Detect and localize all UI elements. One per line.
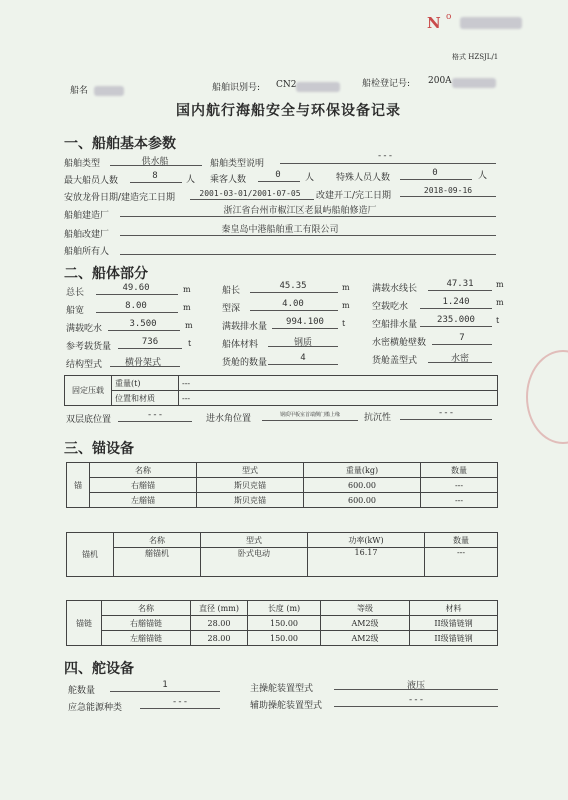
anchor-weight-1: 600.00	[304, 493, 421, 508]
anchor-name-1: 左艏锚	[90, 493, 197, 508]
anchor-header-0: 名称	[90, 463, 197, 478]
passenger-value: 0	[275, 170, 281, 180]
windlass-type-0: 卧式电动	[201, 548, 308, 577]
lwl-value: 47.31	[446, 279, 474, 289]
emerg-value: ---	[171, 697, 189, 707]
light-draft-unit: m	[496, 298, 504, 307]
table-row	[67, 548, 498, 577]
rudder-label: 舵数量	[68, 686, 96, 696]
full-disp-label: 满载排水量	[222, 322, 268, 332]
windlass-qty-0: ---	[425, 548, 498, 577]
loa-value: 49.60	[122, 283, 150, 293]
chain-header-3: 等级	[321, 601, 410, 616]
light-draft-label: 空载吃水	[372, 302, 409, 312]
redacted-ship-id	[296, 82, 340, 92]
weight-label: 重量(t)	[112, 376, 179, 391]
flood-value: 钢质甲板室首端侧门槛上缘	[279, 412, 340, 418]
chain-dia-0: 28.00	[191, 616, 248, 631]
anchor-table	[66, 462, 498, 508]
keel-value: 2001-03-01/2001-07-05	[199, 189, 301, 198]
anchor-header-1: 型式	[197, 463, 304, 478]
lbp-label: 船长	[222, 286, 241, 296]
chain-mat-0: II级锚链钢	[410, 616, 498, 631]
max-crew-value: 8	[152, 171, 158, 181]
table-row	[67, 493, 498, 508]
main-steer-label: 主操舵装置型式	[250, 684, 314, 694]
lwl-label: 满载水线长	[372, 284, 418, 294]
chain-grade-1: AM2级	[321, 631, 410, 646]
passenger-unit: 人	[305, 173, 315, 183]
section-2-heading: 二、船体部分	[64, 266, 148, 282]
rebuilder-label: 船舶改建厂	[64, 230, 110, 240]
windlass-header-2: 功率(kW)	[308, 533, 425, 548]
page-title: 国内航行海船安全与环保设备记录	[176, 103, 401, 119]
ballast-label: 固定压载	[65, 376, 112, 406]
lbp-value: 45.35	[279, 281, 307, 291]
lwl-unit: m	[496, 280, 504, 289]
chain-len-0: 150.00	[248, 616, 321, 631]
passenger-label: 乘客人数	[210, 175, 247, 185]
depth-label: 型深	[222, 304, 241, 314]
anchor-header-3: 数量	[421, 463, 498, 478]
ship-name-label: 船名	[70, 86, 89, 96]
depth-value: 4.00	[282, 299, 304, 309]
chain-header-2: 长度 (m)	[248, 601, 321, 616]
sink-value: ---	[437, 408, 455, 418]
mod-label: 改建开工/完工日期	[316, 191, 392, 201]
chain-dia-1: 28.00	[191, 631, 248, 646]
rudder-value: 1	[162, 680, 168, 690]
aux-steer-label: 辅助操舵装置型式	[250, 701, 323, 711]
windlass-header-0: 名称	[114, 533, 201, 548]
full-disp-value: 994.100	[286, 317, 324, 327]
anchor-name-0: 右艏锚	[90, 478, 197, 493]
emerg-label: 应急能源种类	[68, 703, 123, 713]
serial-mark: N	[427, 14, 441, 32]
table-row	[67, 478, 498, 493]
ship-type-value: 供水船	[141, 157, 169, 167]
mod-value: 2018-09-16	[423, 186, 473, 195]
ship-id-value: CN2	[276, 80, 297, 90]
seal-stamp	[526, 350, 568, 444]
depth-unit: m	[342, 301, 350, 310]
light-disp-label: 空船排水量	[372, 320, 418, 330]
builder-value: 浙江省台州市椒江区老鼠屿船舶修造厂	[223, 206, 377, 216]
ref-cargo-label: 参考载货量	[66, 342, 112, 352]
anchor-qty-0: ---	[421, 478, 498, 493]
hatch-value: 水密	[450, 354, 469, 364]
special-unit: 人	[478, 171, 488, 181]
anchor-qty-1: ---	[421, 493, 498, 508]
section-1-heading: 一、船舶基本参数	[64, 136, 176, 152]
type-desc-label: 船舶类型说明	[210, 159, 265, 169]
double-bottom-label: 双层底位置	[66, 415, 112, 425]
ref-cargo-value: 736	[141, 337, 159, 347]
light-draft-value: 1.240	[442, 297, 470, 307]
builder-label: 船舶建造厂	[64, 211, 110, 221]
struct-value: 横骨架式	[124, 358, 161, 368]
windlass-header-1: 型式	[201, 533, 308, 548]
breadth-label: 船宽	[66, 306, 85, 316]
reg-no-value: 200A	[428, 76, 452, 86]
aux-steer-value: ---	[407, 695, 425, 705]
full-draft-unit: m	[185, 321, 193, 330]
anchor-side: 锚	[67, 463, 90, 508]
struct-label: 结构型式	[66, 360, 103, 370]
ship-type-label: 船舶类型	[64, 159, 101, 169]
breadth-unit: m	[183, 303, 191, 312]
reg-no-label: 船检登记号:	[362, 79, 411, 89]
loa-unit: m	[183, 285, 191, 294]
windlass-power-0: 16.17	[308, 548, 425, 577]
rebuilder-value: 秦皇岛中港船舶重工有限公司	[221, 225, 339, 235]
form-number: 格式 HZSJL/1	[452, 53, 499, 61]
special-label: 特殊人员人数	[336, 173, 391, 183]
anchor-type-1: 斯贝克锚	[197, 493, 304, 508]
redacted-reg-no	[452, 78, 496, 88]
ship-id-label: 船舶识别号:	[212, 83, 261, 93]
anchor-type-0: 斯贝克锚	[197, 478, 304, 493]
keel-label: 安放龙骨日期/建造完工日期	[64, 193, 176, 203]
type-desc-value: ---	[376, 151, 394, 161]
holds-label: 货舱的数量	[222, 358, 268, 368]
chain-side: 锚链	[67, 601, 102, 646]
owner-label: 船舶所有人	[64, 247, 110, 257]
windlass-side: 锚机	[67, 533, 114, 577]
chain-grade-0: AM2级	[321, 616, 410, 631]
full-draft-label: 满载吃水	[66, 324, 103, 334]
weight-value: ---	[179, 376, 498, 391]
redacted-ship-name	[94, 86, 124, 96]
full-disp-unit: t	[342, 319, 346, 328]
special-value: 0	[432, 168, 438, 178]
ballast-table	[64, 375, 498, 406]
redacted-serial	[460, 17, 522, 29]
chain-len-1: 150.00	[248, 631, 321, 646]
position-value: ---	[179, 391, 498, 406]
double-bottom-value: ---	[146, 410, 164, 420]
loa-label: 总长	[66, 288, 85, 298]
flood-label: 进水角位置	[206, 414, 252, 424]
serial-mark-dot: o	[446, 12, 452, 22]
max-crew-label: 最大船员人数	[64, 176, 119, 186]
hatch-label: 货舱盖型式	[372, 356, 418, 366]
main-steer-value: 液压	[406, 681, 425, 691]
chain-name-1: 左艏锚链	[102, 631, 191, 646]
breadth-value: 8.00	[125, 301, 147, 311]
holds-value: 4	[300, 353, 306, 363]
light-disp-unit: t	[496, 316, 500, 325]
chain-header-0: 名称	[102, 601, 191, 616]
windlass-name-0: 艏锚机	[114, 548, 201, 577]
section-4-heading: 四、舵设备	[64, 661, 134, 677]
chain-table	[66, 600, 498, 646]
bulkhead-label: 水密横舱壁数	[372, 338, 427, 348]
hull-mat-label: 船体材料	[222, 340, 259, 350]
sink-label: 抗沉性	[364, 413, 392, 423]
windlass-table	[66, 532, 498, 577]
ref-cargo-unit: t	[188, 339, 192, 348]
position-label: 位置和材质	[112, 391, 179, 406]
section-3-heading: 三、锚设备	[64, 441, 134, 457]
full-draft-value: 3.500	[129, 319, 157, 329]
table-row	[67, 631, 498, 646]
anchor-weight-0: 600.00	[304, 478, 421, 493]
lbp-unit: m	[342, 283, 350, 292]
light-disp-value: 235.000	[437, 315, 475, 325]
bulkhead-value: 7	[459, 333, 465, 343]
hull-mat-value: 钢质	[293, 338, 312, 348]
chain-header-4: 材料	[410, 601, 498, 616]
anchor-header-2: 重量(kg)	[304, 463, 421, 478]
windlass-header-3: 数量	[425, 533, 498, 548]
crew-unit: 人	[186, 175, 196, 185]
chain-mat-1: II级锚链钢	[410, 631, 498, 646]
chain-header-1: 直径 (mm)	[191, 601, 248, 616]
chain-name-0: 右艏锚链	[102, 616, 191, 631]
table-row	[67, 616, 498, 631]
